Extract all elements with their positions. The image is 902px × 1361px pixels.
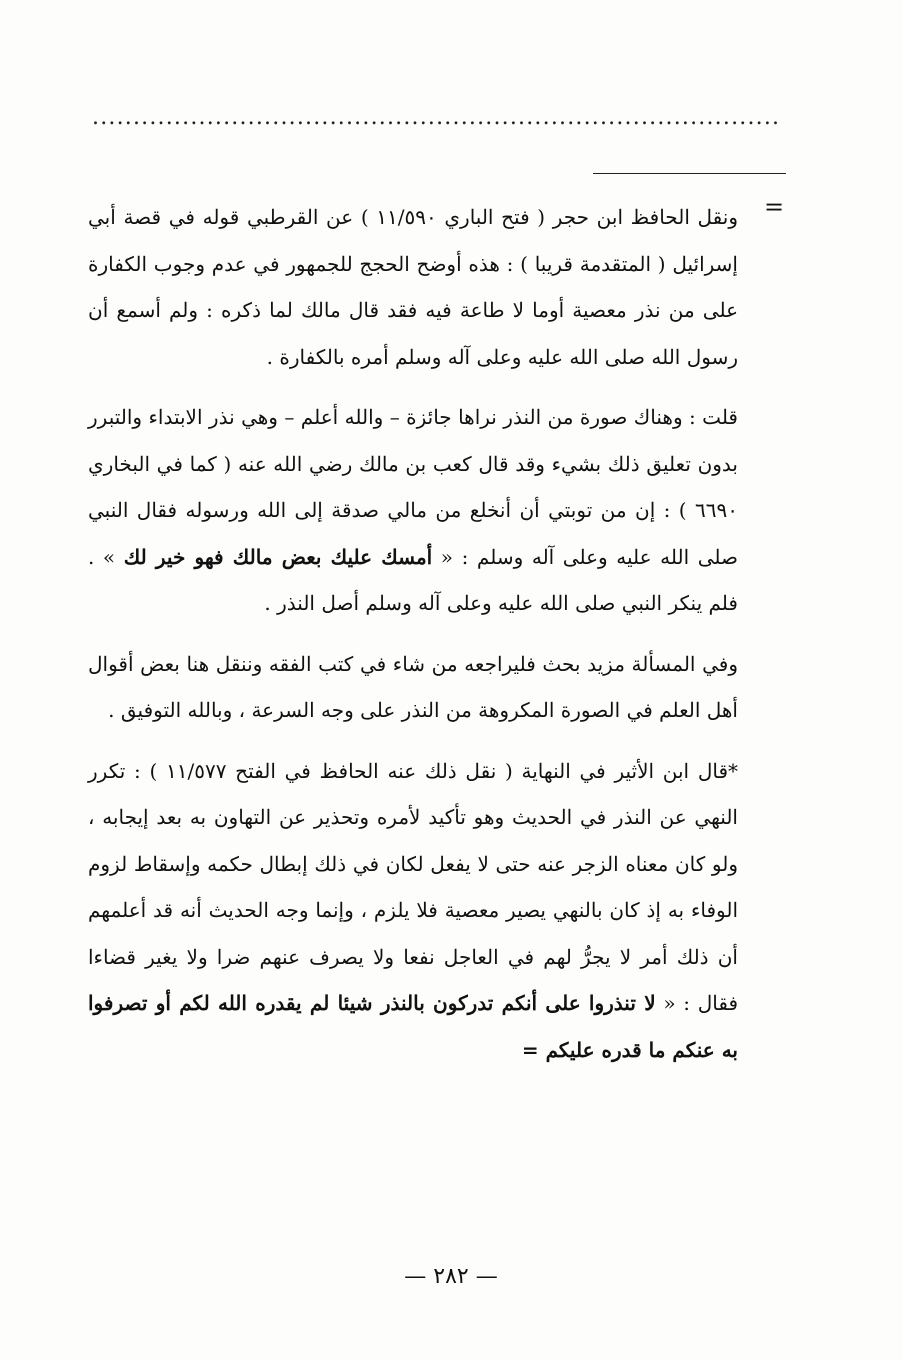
hadith-quote: أمسك عليك بعض مالك فهو خير لك: [123, 544, 433, 569]
continuation-mark: =: [764, 193, 785, 221]
footnote-rule: [593, 173, 786, 174]
paragraph-ibn-hajar: ونقل الحافظ ابن حجر ( فتح الباري ١١/٥٩٠ ) عن القرطبي قوله في قصة أبي إسرائيل ( المتقدمة قريبا ) : هذه أوضح الحجج للجمهور في عدم وجوب الكفارة على من نذر معصية أوما لا طاعة فيه فقد قال مالك لما ذكره : ولم أسمع أن رسول الله صلى الله عليه وعلى آله وسلم أمره بالكفارة .: [88, 205, 739, 369]
paragraph-text: » . فلم ينكر النبي صلى الله عليه وعلى آله وسلم أصل النذر .: [88, 544, 738, 615]
footnote-text: [88, 194, 738, 1073]
paragraph-text: *قال ابن الأثير في النهاية ( نقل ذلك عنه الحافظ في الفتح ١١/٥٧٧ ) : تكرر النهي عن النذر في الحديث وهو تأكيد لأمره وتحذير عن التهاون به بعد إيجابه ، ولو كان معناه الزجر عنه حتى لا يفعل لكان في ذلك إبطال حكمه وإسقاط لزوم الوفاء به إذ كان بالنهي يصير معصية فلا يلزم ، وإنما وجه الحديث أنه قد أعلمهم أن ذلك أمر لا يجرُّ لهم في العاجل نفعا ولا يصرف عنهم ضرا ولا يغير قضاءا فقال : «: [88, 758, 739, 1015]
separator-dots: ....................................................................................: [92, 108, 781, 128]
page-number: — ٢٨٢ —: [404, 1264, 498, 1289]
paragraph-ka-b-ibn-malik: [88, 394, 738, 627]
hadith-quote: لا تنذروا على أنكم تدركون بالنذر شيئا لم يقدره الله لكم أو تصرفوا به عنكم ما قدره عليكم =: [88, 991, 738, 1062]
paragraph-ibn-al-athir: [88, 748, 738, 1074]
paragraph-further-research: وفي المسألة مزيد بحث فليراجعه من شاء في كتب الفقه وننقل هنا بعض أقوال أهل العلم في الصورة المكروهة من النذر على وجه السرعة ، وبالله التوفيق .: [88, 651, 738, 722]
paragraph-text: قلت : وهناك صورة من النذر نراها جائزة – والله أعلم – وهي نذر الابتداء والتبرر بدون تعليق ذلك بشيء وقد قال كعب بن مالك رضي الله عنه ( كما في البخاري ٦٦٩٠ ) : إن من توبتي أن أنخلع من مالي صدقة إلى الله ورسوله فقال النبي صلى الله عليه وعلى آله وسلم : «: [88, 405, 738, 569]
